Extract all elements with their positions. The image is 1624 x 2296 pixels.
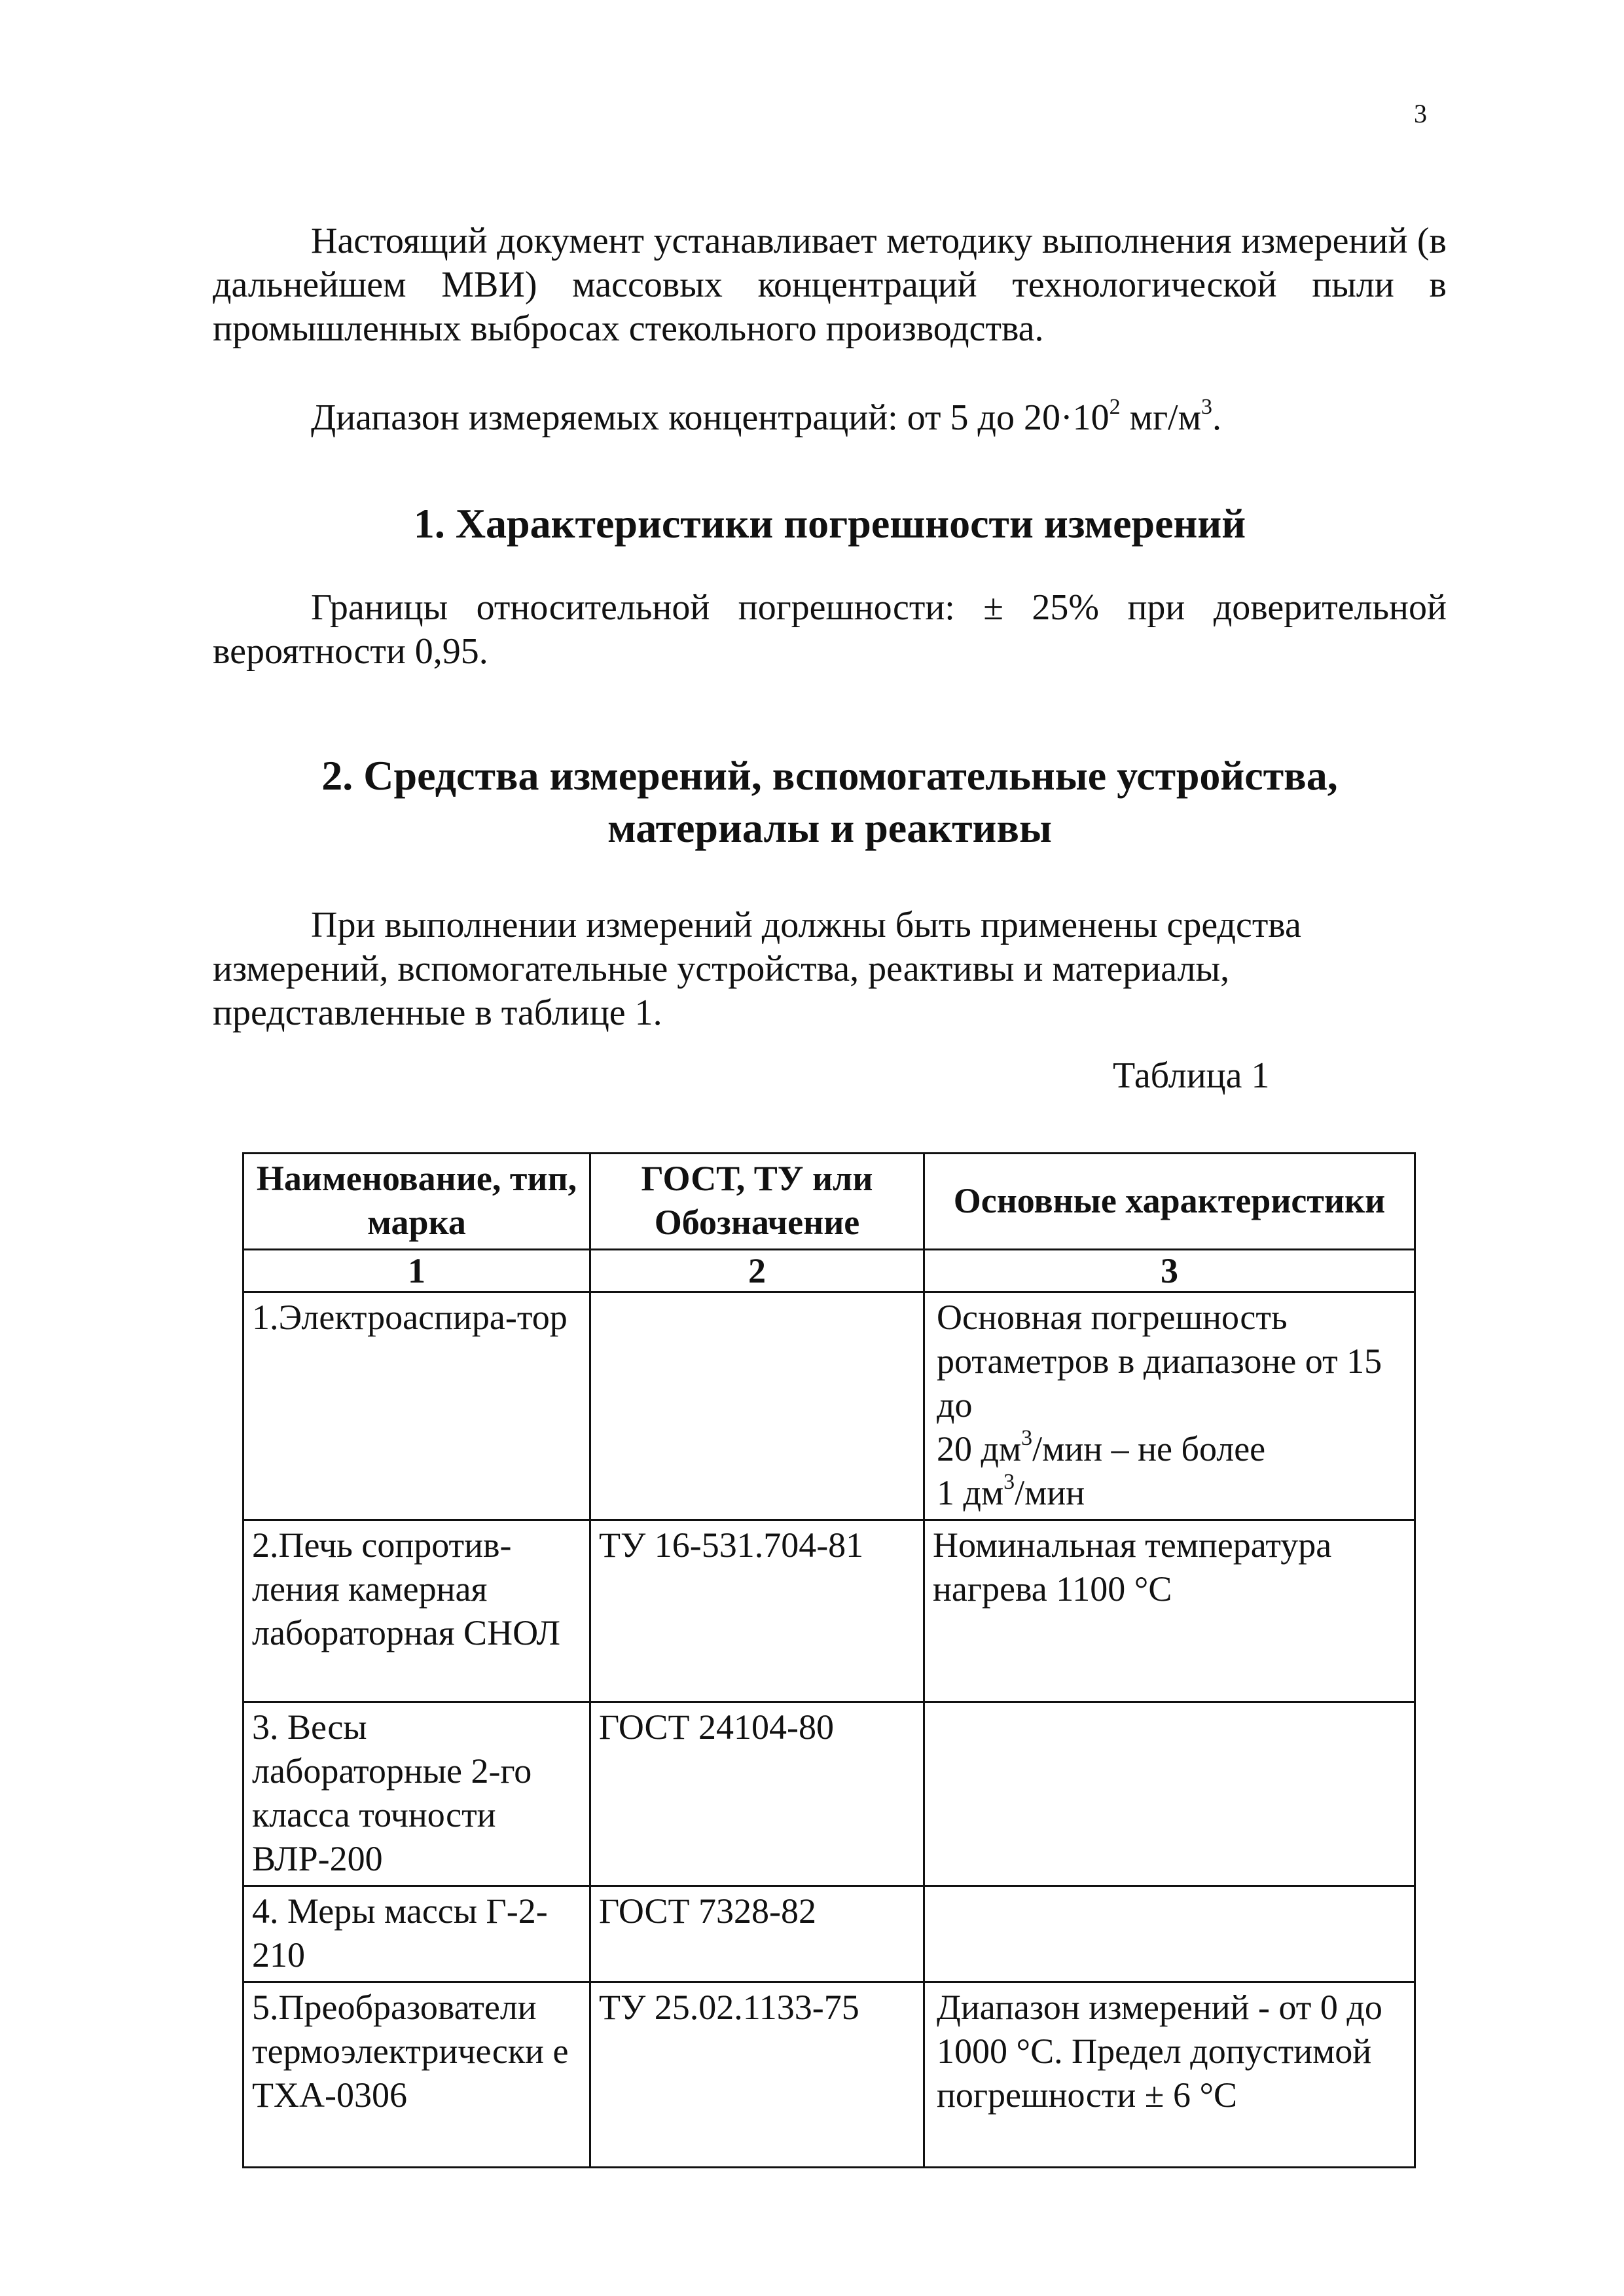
cell-standard xyxy=(590,1292,924,1520)
cell-characteristics xyxy=(924,1292,1415,1520)
char-text: 1 дм xyxy=(937,1473,1004,1512)
page-number: 3 xyxy=(1414,99,1427,128)
header-name: Наименование, тип, марка xyxy=(244,1154,590,1250)
char-line xyxy=(937,1471,1406,1515)
intro-paragraph: Настоящий документ устанавливает методику выполнения измерений (в дальнейшем МВИ) массовых концентраций технологической пыли в промышленных выбросах стекольного производства. xyxy=(213,221,1447,349)
equipment-table xyxy=(242,1152,1416,2168)
section2-title-line1: 2. Средства измерений, вспомогательные устройства, xyxy=(321,752,1338,799)
cell-name: 4. Меры массы Г-2-210 xyxy=(244,1886,590,1982)
cell-characteristics: Диапазон измерений - от 0 до 1000 °С. Предел допустимой погрешности ± 6 °С xyxy=(924,1982,1415,2168)
table-row xyxy=(244,1520,1415,1702)
range-unit-exponent: 3 xyxy=(1201,395,1213,419)
char-text: /мин xyxy=(1015,1473,1085,1512)
range-prefix: Диапазон измеряемых концентраций: от 5 до 20·10 xyxy=(311,397,1110,438)
cell-characteristics xyxy=(924,1702,1415,1886)
header-characteristics: Основные характеристики xyxy=(924,1154,1415,1250)
char-exponent: 3 xyxy=(1003,1470,1015,1494)
concentration-range xyxy=(213,396,1447,440)
cell-name: 3. Весы лабораторные 2-го класса точности ВЛР-200 xyxy=(244,1702,590,1886)
cell-characteristics: Номинальная температура нагрева 1100 °С xyxy=(924,1520,1415,1702)
char-text: /мин – не более xyxy=(1032,1429,1266,1468)
cell-standard: ТУ 16-531.704-81 xyxy=(590,1520,924,1702)
cell-name: 2.Печь сопротив-ления камерная лабораторная СНОЛ xyxy=(244,1520,590,1702)
table-row xyxy=(244,1702,1415,1886)
header-standard: ГОСТ, ТУ или Обозначение xyxy=(590,1154,924,1250)
cell-name: 1.Электроаспира-тор xyxy=(244,1292,590,1520)
section2-text: При выполнении измерений должны быть применены средства измерений, вспомогательные устройства, реактивы и материалы, представленные в таблице 1. xyxy=(213,905,1301,1033)
cell-standard: ГОСТ 7328-82 xyxy=(590,1886,924,1982)
range-unit: мг/м xyxy=(1120,397,1202,438)
table-number-row xyxy=(244,1250,1415,1292)
column-number: 3 xyxy=(924,1250,1415,1292)
table-header-row xyxy=(244,1154,1415,1250)
char-text: 20 дм xyxy=(937,1429,1022,1468)
table-row xyxy=(244,1292,1415,1520)
column-number: 2 xyxy=(590,1250,924,1292)
table-row xyxy=(244,1982,1415,2168)
table-caption: Таблица 1 xyxy=(1113,1055,1270,1096)
char-line xyxy=(937,1427,1406,1471)
section2-title xyxy=(213,750,1447,854)
char-exponent: 3 xyxy=(1021,1426,1033,1450)
range-exponent: 2 xyxy=(1109,395,1121,419)
cell-standard: ТУ 25.02.1133-75 xyxy=(590,1982,924,2168)
section1-title: 1. Характеристики погрешности измерений xyxy=(413,500,1246,547)
cell-name: 5.Преобразователи термоэлектрически е ТХА-0306 xyxy=(244,1982,590,2168)
section1-text: Границы относительной погрешности: ± 25% при доверительной вероятности 0,95. xyxy=(213,587,1447,672)
range-end: . xyxy=(1212,397,1222,438)
table-row xyxy=(244,1886,1415,1982)
char-line: Основная погрешность ротаметров в диапазоне от 15 до xyxy=(937,1298,1382,1425)
cell-characteristics xyxy=(924,1886,1415,1982)
column-number: 1 xyxy=(244,1250,590,1292)
section2-title-line2: материалы и реактивы xyxy=(607,805,1052,851)
cell-standard: ГОСТ 24104-80 xyxy=(590,1702,924,1886)
